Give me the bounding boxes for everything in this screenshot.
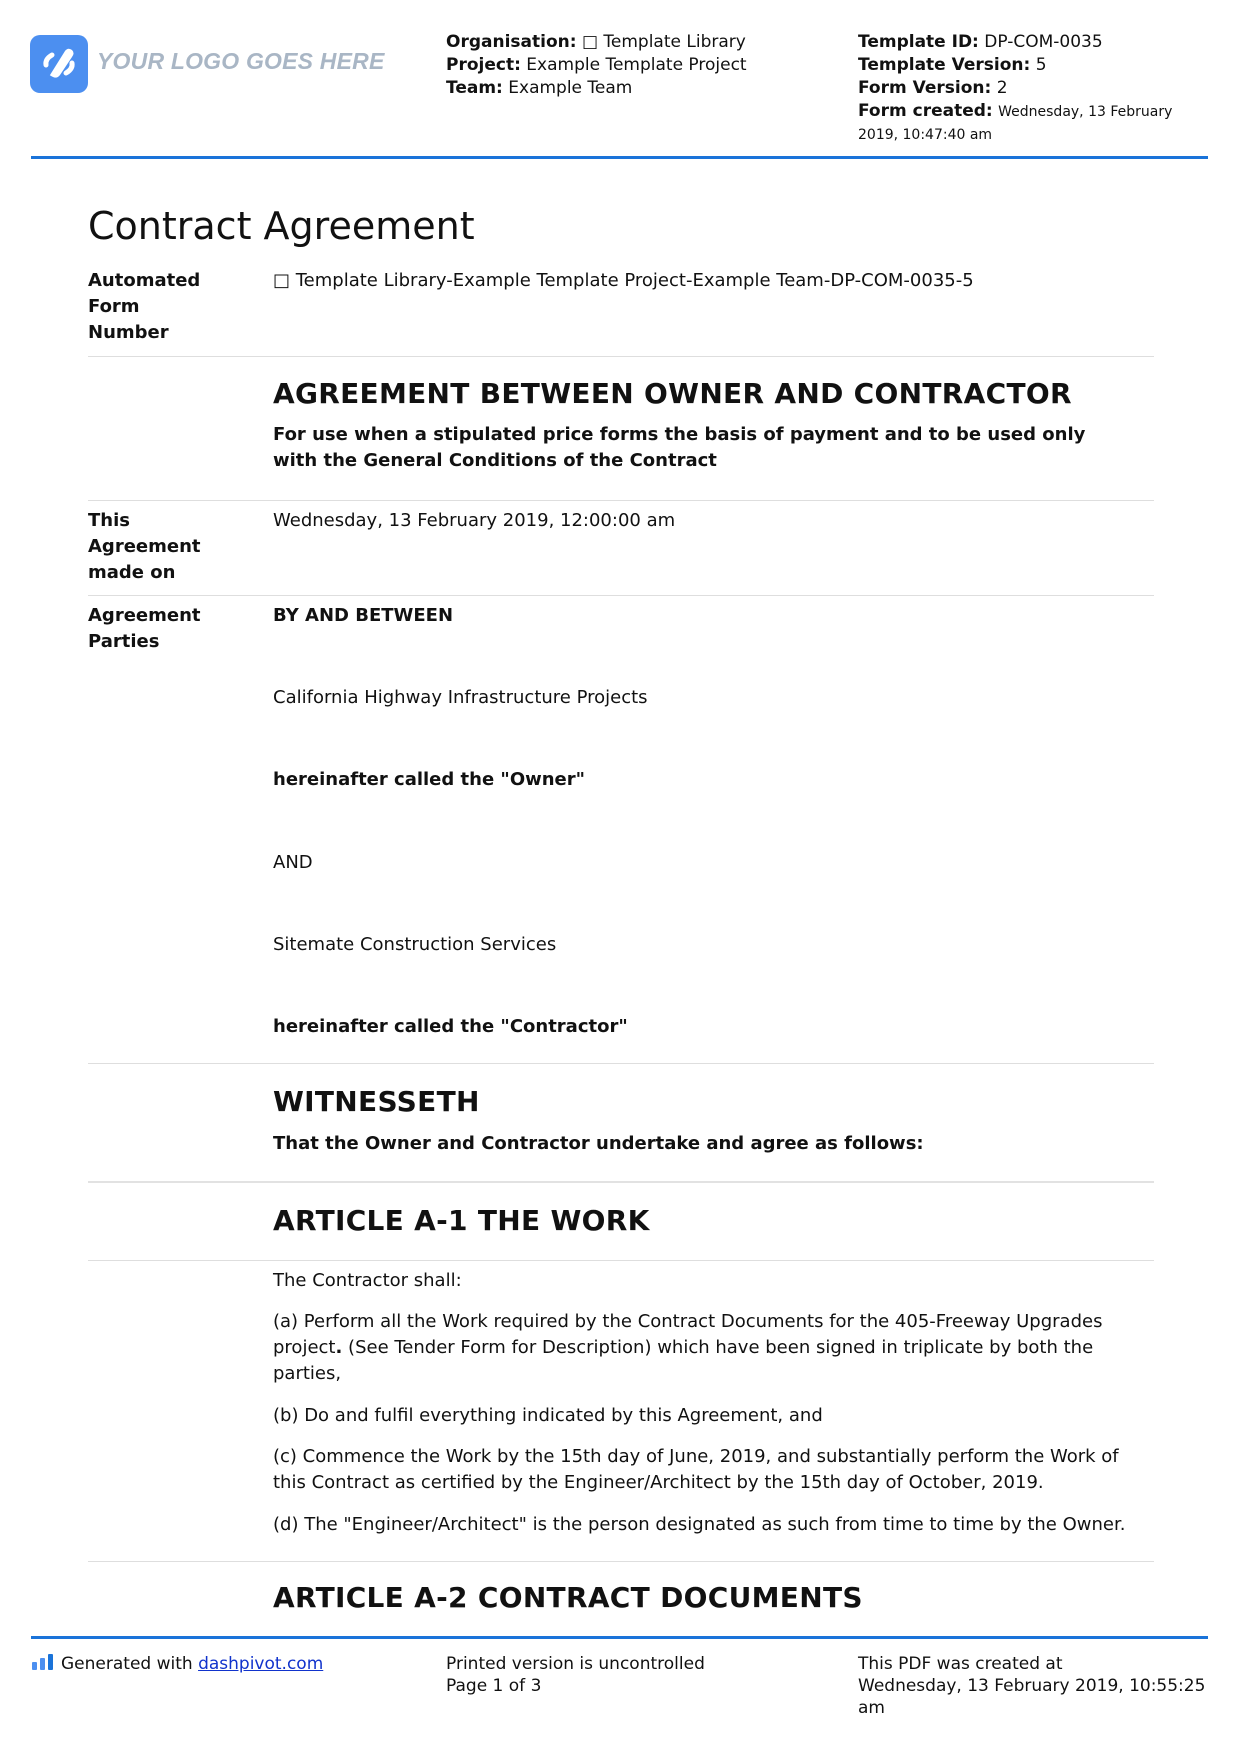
automated-form-number-value: □ Template Library-Example Template Project-Example Team-DP-COM-0035-5 — [273, 270, 974, 291]
article1-item-d: (d) The "Engineer/Architect" is the person designated as such from time to time by the Owner. — [273, 1514, 1126, 1535]
witnesseth-text: That the Owner and Contractor undertake and agree as follows: — [273, 1133, 924, 1154]
header-template-info — [858, 31, 1218, 147]
divider — [88, 356, 1154, 357]
footer-pdf-created: This PDF was created at Wednesday, 13 February 2019, 10:55:25 am — [858, 1654, 1206, 1718]
template-id-line: Template ID: DP-COM-0035 — [858, 32, 1103, 52]
footer-print-info: Printed version is uncontrolled Page 1 of 3 — [446, 1653, 826, 1697]
owner-name: California Highway Infrastructure Projects — [273, 687, 648, 708]
project-line: Project: Example Template Project — [446, 55, 747, 75]
form-version-line: Form Version: 2 — [858, 78, 1008, 98]
owner-called: hereinafter called the "Owner" — [273, 769, 586, 790]
agreement-subheading: For use when a stipulated price forms the basis of payment and to be used only with the General Conditions of the Contract — [273, 424, 1086, 471]
witnesseth-heading: WITNESSETH — [273, 1085, 480, 1118]
divider — [88, 1561, 1154, 1562]
page-title: Contract Agreement — [88, 204, 475, 248]
contractor-name: Sitemate Construction Services — [273, 934, 557, 955]
logo-icon — [30, 35, 88, 93]
form-created-line-2: 2019, 10:47:40 am — [858, 127, 993, 143]
organisation-line: Organisation: □ Template Library — [446, 32, 746, 52]
header-divider — [31, 156, 1208, 159]
parties-and: AND — [273, 852, 313, 873]
form-created-line: Form created: Wednesday, 13 February — [858, 101, 1173, 121]
article1-heading: ARTICLE A-1 THE WORK — [273, 1204, 650, 1237]
bar-chart-icon — [31, 1653, 55, 1677]
header-project-info — [446, 31, 826, 100]
divider — [88, 1260, 1154, 1261]
article1-item-b: (b) Do and fulfil everything indicated by this Agreement, and — [273, 1405, 823, 1426]
team-line: Team: Example Team — [446, 78, 633, 98]
divider — [88, 1063, 1154, 1064]
divider — [88, 500, 1154, 501]
article1-intro: The Contractor shall: — [273, 1270, 462, 1291]
template-version-line: Template Version: 5 — [858, 55, 1047, 75]
footer-generated: Generated with dashpivot.com — [31, 1653, 391, 1677]
made-on-label: This Agreement made on — [88, 510, 201, 583]
contractor-called: hereinafter called the "Contractor" — [273, 1016, 628, 1037]
article2-heading: ARTICLE A-2 CONTRACT DOCUMENTS — [273, 1581, 863, 1614]
article1-item-c: (c) Commence the Work by the 15th day of June, 2019, and substantially perform the Work of this Contract as certified by the Engineer/Architect by the 15th day of October, 2019. — [273, 1446, 1119, 1493]
by-and-between: BY AND BETWEEN — [273, 605, 454, 626]
divider — [88, 595, 1154, 596]
footer-divider — [31, 1636, 1208, 1639]
logo-text: YOUR LOGO GOES HERE — [97, 48, 385, 74]
parties-label: Agreement Parties — [88, 605, 201, 652]
divider — [88, 1181, 1154, 1183]
made-on-value: Wednesday, 13 February 2019, 12:00:00 am — [273, 510, 676, 531]
dashpivot-link[interactable]: dashpivot.com — [198, 1654, 324, 1674]
article1-item-a: (a) Perform all the Work required by the Contract Documents for the 405-Freeway Upgrades project. (See Tender Form for Description) which have been signed in triplicate by both the parties, — [273, 1311, 1103, 1384]
agreement-heading: AGREEMENT BETWEEN OWNER AND CONTRACTOR — [273, 377, 1072, 410]
page-number: Page 1 of 3 — [446, 1676, 542, 1696]
automated-form-number-label: Automated Form Number — [88, 270, 201, 343]
